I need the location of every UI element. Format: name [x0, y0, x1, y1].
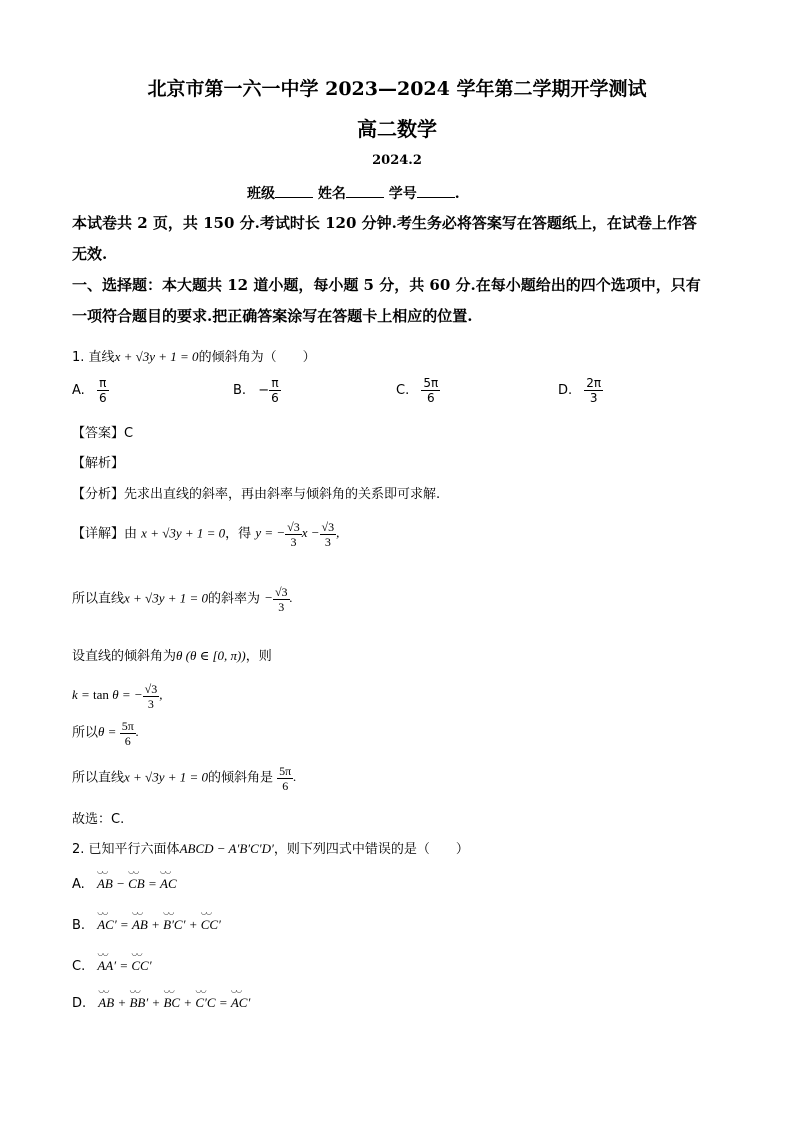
q1-expr: x + √3y + 1 = 0 — [114, 349, 199, 364]
xiangjie-mid: ，得 — [225, 526, 252, 542]
answer-tag: 【答案】 — [72, 426, 125, 441]
class-field-label: 班级 — [247, 186, 275, 202]
q1-stem — [72, 346, 316, 365]
vector-expression: ◡◡ AB − ◡◡ CB = ◡◡ AC — [97, 876, 177, 891]
q1-post: 的倾斜角为（ ） — [198, 350, 316, 365]
instructions-line-1: 本试卷共 2 页，共 150 分.考试时长 120 分钟.考生务必将答案写在答题纸上，在试卷上作答 — [72, 214, 697, 232]
name-blank — [346, 185, 384, 198]
vector-expression: ◡◡ AB + ◡◡ BB′ + ◡◡ BC + ◡◡ C′C = ◡◡ AC′ — [98, 995, 250, 1010]
exam-date: 2024.2 — [372, 153, 422, 168]
option-fraction: $\frac{\pi}{6}$ — [271, 376, 279, 405]
subject-title: 高二数学 — [357, 117, 437, 141]
option-fraction: $\frac{5\pi}{6}$ — [423, 376, 439, 405]
q1-choice: 故选：C. — [72, 812, 125, 827]
solved-equation: y = − $\frac{√3}{3}$ x − $\frac{√3}{3}$ , — [255, 520, 340, 549]
q1-answer — [72, 422, 133, 441]
option-sign: − — [258, 383, 270, 398]
q1-conclusion: 所以直线x + √3y + 1 = 0的倾斜角是 $\frac{5\pi}{6}$ . — [72, 764, 297, 793]
q2-option-b — [72, 917, 221, 933]
line-equation: x + √3y + 1 = 0 — [124, 769, 209, 785]
section-heading-line-2: 一项符合题目的要求.把正确答案涂写在答题卡上相应的位置. — [72, 307, 473, 325]
answer-value: C — [124, 426, 134, 441]
xiangjie-tag: 【详解】 — [72, 526, 125, 542]
section-heading-line-1: 一、选择题：本大题共 12 道小题，每小题 5 分，共 60 分.在每小题给出的四个选项中，只有 — [72, 276, 701, 294]
q1-pre: 直线 — [88, 350, 115, 365]
q1-tan-equation: k = tan θ = − $\frac{√3}{3}$ , — [72, 682, 163, 711]
instructions-line-2: 无效. — [72, 245, 108, 263]
fenxi-text: 先求出直线的斜率，再由斜率与倾斜角的关系即可求解. — [124, 487, 441, 502]
option-label: A. — [72, 383, 85, 398]
q2-option-c — [72, 958, 152, 974]
q2-pre: 已知平行六面体 — [88, 842, 180, 857]
q1-option-a — [72, 376, 109, 405]
xiangjie-pre: 由 — [124, 526, 138, 542]
option-fraction: $\frac{2\pi}{3}$ — [586, 376, 602, 405]
q2-number: 2. — [72, 842, 85, 857]
class-blank — [275, 185, 313, 198]
option-label: C. — [396, 383, 410, 398]
line-equation: x + √3y + 1 = 0 — [124, 590, 209, 606]
option-label: A. — [72, 877, 85, 892]
q1-option-b — [233, 376, 281, 405]
slope-value: − $\frac{√3}{3}$ . — [264, 585, 293, 614]
option-label: D. — [558, 383, 573, 398]
q1-fenxi — [72, 483, 440, 502]
info-end: . — [454, 186, 460, 202]
option-label: B. — [72, 918, 86, 933]
option-label: C. — [72, 959, 86, 974]
q1-slope-line: 所以直线x + √3y + 1 = 0的斜率为 − $\frac{√3}{3}$ . — [72, 585, 293, 614]
line-equation: x + √3y + 1 = 0 — [141, 525, 226, 541]
option-fraction: $\frac{\pi}{6}$ — [98, 376, 107, 405]
name-field-label: 姓名 — [317, 186, 346, 202]
angle-range: θ (θ ∈ [0, π)) — [176, 648, 246, 663]
vector-expression: ◡◡ AC′ = ◡◡ AB + ◡◡ B′C′ + ◡◡ CC′ — [97, 917, 221, 932]
id-field-label: 学号 — [388, 186, 417, 202]
q1-xiangjie — [72, 520, 339, 549]
q1-set-angle: 设直线的倾斜角为θ (θ ∈ [0, π))，则 — [72, 648, 272, 664]
q2-post: ，则下列四式中错误的是（ ） — [273, 842, 469, 857]
vector-expression: ◡◡ AA′ = ◡◡ CC′ — [97, 958, 151, 973]
q2-stem — [72, 838, 469, 857]
q1-number: 1. — [72, 350, 85, 365]
option-label: D. — [72, 996, 87, 1011]
q1-option-d — [558, 376, 603, 405]
q1-theta-result: 所以θ = $\frac{5\pi}{6}$ . — [72, 719, 139, 748]
q2-option-d — [72, 995, 250, 1011]
q1-option-c — [396, 376, 440, 405]
fenxi-tag: 【分析】 — [72, 487, 125, 502]
exam-title: 北京市第一六一中学 2023—2024 学年第二学期开学测试 — [147, 78, 647, 100]
q1-analysis-tag: 【解析】 — [72, 456, 125, 471]
option-label: B. — [233, 383, 247, 398]
student-info-line — [247, 183, 460, 203]
id-blank — [417, 185, 455, 198]
q2-solid: ABCD − A′B′C′D′ — [179, 841, 274, 856]
q2-option-a — [72, 876, 177, 892]
